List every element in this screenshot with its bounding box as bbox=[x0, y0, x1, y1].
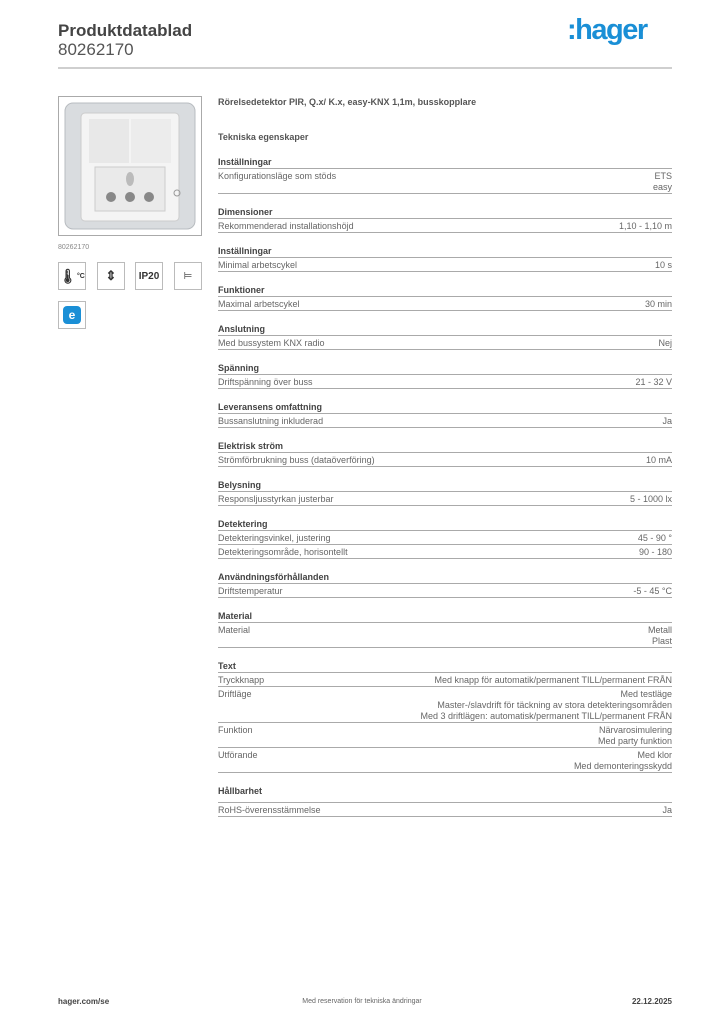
spec-label: Maximal arbetscykel bbox=[218, 299, 300, 309]
section-heading: Leveransens omfattning bbox=[218, 401, 672, 414]
spec-row bbox=[218, 545, 672, 559]
footer-date: 22.12.2025 bbox=[631, 997, 672, 1006]
section-heading: Inställningar bbox=[218, 245, 672, 258]
spec-row bbox=[218, 803, 672, 817]
section-heading: Användningsförhållanden bbox=[218, 571, 672, 584]
section-heading: Text bbox=[218, 660, 672, 673]
spec-label: Driftläge bbox=[218, 689, 252, 699]
spec-label: Strömförbrukning buss (dataöverföring) bbox=[218, 455, 375, 465]
spec-value: 10 s bbox=[654, 260, 672, 270]
spec-value: 45 - 90 ° bbox=[637, 533, 672, 543]
spec-row bbox=[218, 531, 672, 545]
spec-section bbox=[218, 245, 672, 272]
spec-label: Detekteringsområde, horisontellt bbox=[218, 547, 348, 557]
page-title: Produktdatablad bbox=[58, 21, 193, 40]
spec-sections bbox=[218, 156, 672, 817]
spec-row bbox=[218, 258, 672, 272]
tech-heading: Tekniska egenskaper bbox=[218, 132, 309, 142]
footer-disclaimer: Med reservation för tekniska ändringar bbox=[302, 998, 422, 1005]
section-heading: Dimensioner bbox=[218, 206, 672, 219]
spec-section bbox=[218, 323, 672, 350]
spec-row bbox=[218, 453, 672, 467]
height-icon: ⊨ bbox=[174, 262, 202, 290]
spec-section bbox=[218, 362, 672, 389]
header-divider bbox=[58, 67, 672, 69]
spec-label: Tryckknapp bbox=[218, 675, 265, 685]
spec-label: Driftspänning över buss bbox=[218, 377, 313, 387]
spec-value: Närvarosimulering Med party funktion bbox=[597, 725, 672, 746]
spec-row bbox=[218, 375, 672, 389]
section-heading: Belysning bbox=[218, 479, 672, 492]
section-heading: Spänning bbox=[218, 362, 672, 375]
spec-row bbox=[218, 723, 672, 748]
spec-section bbox=[218, 660, 672, 773]
spec-value: -5 - 45 °C bbox=[633, 586, 672, 596]
spec-section bbox=[218, 156, 672, 194]
spec-value: 90 - 180 bbox=[638, 547, 672, 557]
section-heading: Elektrisk ström bbox=[218, 440, 672, 453]
spec-label: Responsljusstyrkan justerbar bbox=[218, 494, 334, 504]
spec-value: 21 - 32 V bbox=[635, 377, 672, 387]
spec-value: 1,10 - 1,10 m bbox=[618, 221, 672, 231]
spec-section bbox=[218, 518, 672, 559]
product-image bbox=[58, 96, 202, 236]
spec-row bbox=[218, 492, 672, 506]
ip-rating-badge: IP20 bbox=[135, 262, 163, 290]
spec-label: Driftstemperatur bbox=[218, 586, 283, 596]
spec-value: Med klor Med demonteringsskydd bbox=[573, 750, 672, 771]
spec-value: Ja bbox=[662, 416, 672, 426]
section-heading: Inställningar bbox=[218, 156, 672, 169]
spec-label: Med bussystem KNX radio bbox=[218, 338, 325, 348]
spec-label: Rekommenderad installationshöjd bbox=[218, 221, 354, 231]
spec-label: Funktion bbox=[218, 725, 253, 735]
spec-row bbox=[218, 748, 672, 773]
spec-section bbox=[218, 284, 672, 311]
section-heading: Material bbox=[218, 610, 672, 623]
spec-value: 10 mA bbox=[645, 455, 672, 465]
spec-row bbox=[218, 336, 672, 350]
spec-label: Minimal arbetscykel bbox=[218, 260, 298, 270]
spec-value: ETS easy bbox=[652, 171, 672, 192]
spec-value: 30 min bbox=[644, 299, 672, 309]
spec-section bbox=[218, 785, 672, 817]
spec-row bbox=[218, 219, 672, 233]
spec-label: Detekteringsvinkel, justering bbox=[218, 533, 331, 543]
spec-label: Konfigurationsläge som stöds bbox=[218, 171, 337, 181]
section-heading: Anslutning bbox=[218, 323, 672, 336]
spec-column bbox=[218, 96, 672, 817]
spec-value: Metall Plast bbox=[647, 625, 672, 646]
spec-section bbox=[218, 571, 672, 598]
spec-value: Med knapp för automatik/permanent TILL/permanent FRÅN bbox=[434, 675, 672, 685]
spec-value: Ja bbox=[662, 805, 672, 815]
section-heading: Funktioner bbox=[218, 284, 672, 297]
spec-row bbox=[218, 169, 672, 194]
spec-row bbox=[218, 687, 672, 723]
spec-row bbox=[218, 584, 672, 598]
section-heading: Detektering bbox=[218, 518, 672, 531]
easy-icon: e bbox=[58, 301, 86, 329]
spec-section bbox=[218, 206, 672, 233]
spec-value: Nej bbox=[658, 338, 672, 348]
spec-row bbox=[218, 673, 672, 687]
product-title: Rörelsedetektor PIR, Q.x/ K.x, easy-KNX 1,1m, busskopplare bbox=[218, 97, 477, 107]
product-code: 80262170 bbox=[58, 40, 134, 59]
spec-label: Bussanslutning inkluderad bbox=[218, 416, 324, 426]
spec-value: Med testläge Master-/slavdrift för täckning av stora detekteringsområden Med 3 driftlägen: automatisk/permanent TILL/permanent FRÅN bbox=[420, 689, 672, 721]
temperature-icon: 🌡 °C bbox=[58, 262, 86, 290]
spec-label: Utförande bbox=[218, 750, 258, 760]
spec-label: Material bbox=[218, 625, 251, 635]
section-heading: Hållbarhet bbox=[218, 785, 672, 803]
image-code: 80262170 bbox=[58, 244, 90, 251]
footer-website[interactable]: hager.com/se bbox=[58, 997, 110, 1006]
spec-section bbox=[218, 610, 672, 648]
spec-section bbox=[218, 440, 672, 467]
spec-row bbox=[218, 623, 672, 648]
spec-section bbox=[218, 479, 672, 506]
mounting-icon: ⇕ bbox=[97, 262, 125, 290]
spec-label: RoHS-överensstämmelse bbox=[218, 805, 321, 815]
spec-value: 5 - 1000 lx bbox=[629, 494, 672, 504]
spec-row bbox=[218, 297, 672, 311]
spec-row bbox=[218, 414, 672, 428]
hager-logo: :hager bbox=[567, 14, 647, 46]
spec-section bbox=[218, 401, 672, 428]
